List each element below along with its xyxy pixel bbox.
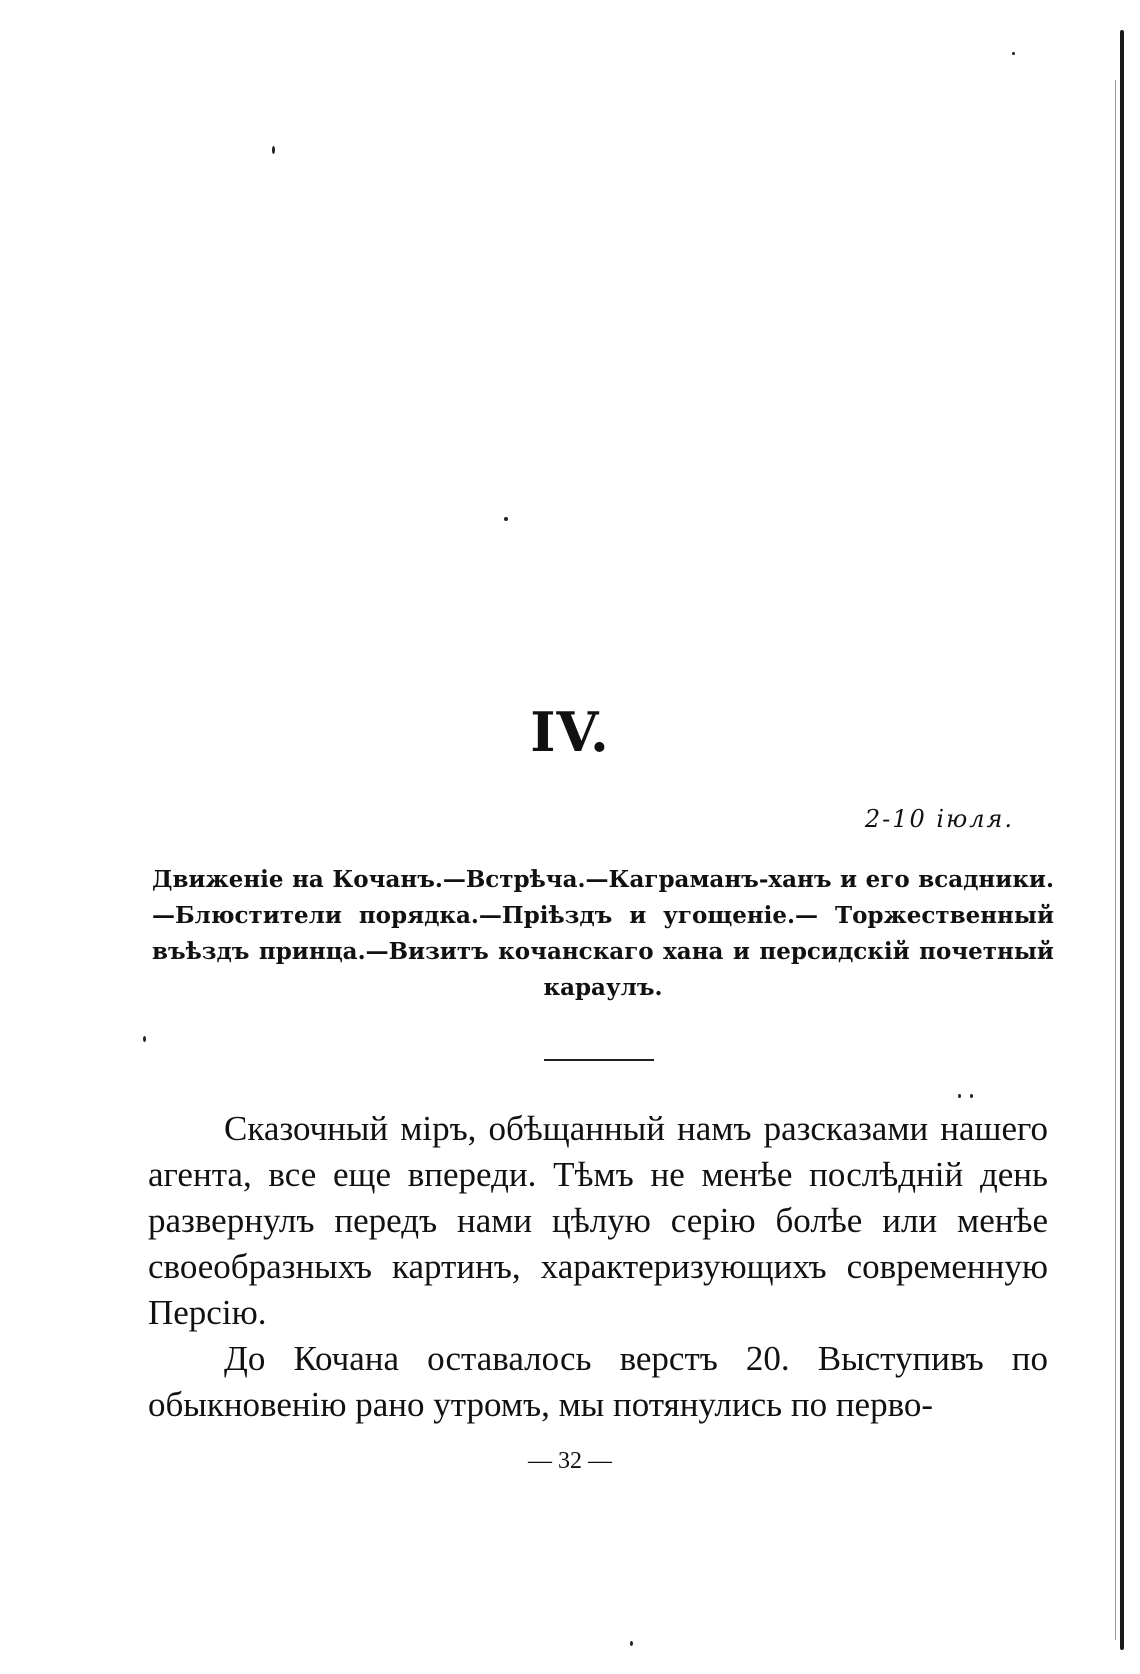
scan-speck	[272, 146, 275, 154]
page-edge-shadow	[1120, 30, 1124, 1650]
chapter-date: 2-10 іюля.	[864, 805, 1014, 833]
paragraph: Сказочный міръ, обѣщанный намъ разсказами нашего агента, все еще впереди. Тѣмъ не менѣе послѣдній день развернулъ передъ нами цѣлую серію болѣе или менѣе своеобразныхъ картинъ, характеризующихъ современную Персію.	[148, 1109, 1048, 1332]
scan-speck	[143, 1036, 146, 1042]
chapter-summary: Движеніе на Кочанъ.—Встрѣча.—Каграманъ-ханъ и его всадники.—Блюстители порядка.—Пріѣздъ и угощеніе.— Торжественный въѣздъ принца.—Визитъ кочанскаго хана и персидскій почетный караулъ.	[152, 866, 1054, 1001]
scan-speck	[958, 1094, 961, 1098]
scan-speck	[1012, 52, 1015, 55]
scan-speck	[630, 1641, 633, 1646]
chapter-number: IV.	[530, 700, 610, 764]
paragraph: До Кочана оставалось верстъ 20. Выступивъ по обыкновенію рано утромъ, мы потянулись по перво-	[148, 1339, 1048, 1424]
section-divider	[544, 1059, 654, 1061]
page-edge-line	[1115, 80, 1116, 1640]
page-number: — 32 —	[528, 1448, 612, 1474]
scan-speck	[970, 1094, 973, 1098]
scan-speck	[504, 517, 508, 521]
body-text	[148, 1106, 1048, 1428]
